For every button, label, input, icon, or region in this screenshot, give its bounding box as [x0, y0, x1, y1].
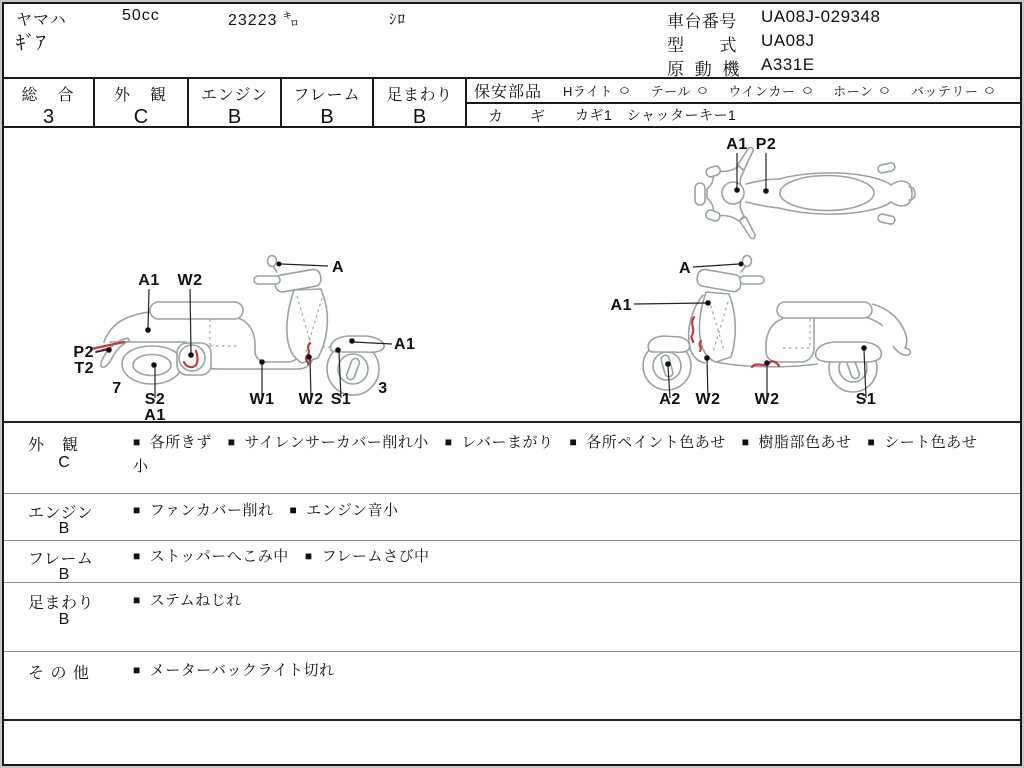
status-circle-icon: ○ — [618, 81, 631, 99]
section-grade: C — [58, 454, 70, 471]
safety-parts-items — [542, 81, 995, 101]
key-value: カギ1 シャッターキー1 — [575, 107, 737, 123]
section-label: エンジン — [28, 505, 94, 522]
grade-row — [4, 77, 1020, 128]
grade-cell-exterior — [95, 79, 189, 126]
section-frame — [4, 540, 1020, 582]
vehicle-damage-diagram — [4, 126, 1020, 421]
grade-label: 総 合 — [21, 87, 76, 104]
safety-item — [728, 81, 812, 100]
grade-cell-frame — [282, 79, 374, 126]
displacement: 50cc — [122, 7, 160, 24]
diagram-label: W2 — [177, 272, 203, 289]
safety-item-label: Hライト — [563, 83, 614, 99]
diagram-label: W2 — [298, 391, 324, 408]
safety-item — [563, 81, 630, 100]
safety-item-label: ホーン — [833, 83, 874, 99]
safety-item-label: バッテリー — [910, 83, 979, 99]
section-label: そ の 他 — [28, 665, 90, 682]
model-name: ｷﾞｱ — [16, 33, 47, 54]
diagram-label: S2 — [144, 391, 166, 408]
defect-item: ■ 各所ペイント色あせ — [569, 434, 726, 451]
defect-item: ■ 各所きず — [133, 434, 212, 451]
grade-value: 3 — [42, 106, 55, 128]
bullet-square-icon: ■ — [741, 435, 750, 449]
safety-parts-label: 保安部品 — [474, 84, 543, 101]
grade-value: B — [320, 106, 334, 128]
section-grade: B — [58, 566, 70, 583]
key-label: カ ギ — [488, 107, 552, 125]
grade-label: フレーム — [293, 87, 361, 104]
grade-cell-undercarriage — [374, 79, 467, 126]
section-engine — [4, 493, 1020, 540]
body-color: ｼﾛ — [389, 11, 407, 28]
defect-item: ■ メーターバックライト切れ — [133, 662, 335, 679]
damage-mark — [700, 341, 701, 351]
bullet-square-icon: ■ — [133, 503, 141, 517]
mileage — [228, 7, 300, 30]
scooter-left-view — [73, 256, 415, 422]
defect-item: ■ サイレンサーカバー削れ小 — [227, 434, 429, 451]
grade-cell-engine — [189, 79, 282, 126]
diagram-label: A1 — [726, 136, 748, 153]
section-undercarriage — [4, 582, 1020, 651]
grade-label: 足まわり — [386, 87, 453, 104]
type-value: UA08J — [761, 31, 815, 50]
safety-parts-row — [467, 79, 1020, 102]
status-circle-icon: ○ — [801, 81, 814, 99]
diagram-label: W1 — [249, 391, 275, 408]
section-grade: B — [58, 520, 70, 537]
diagram-label: P2 — [73, 344, 94, 361]
defect-list — [133, 659, 1007, 683]
engine-code-value: A331E — [761, 55, 815, 74]
empty-footer-row — [4, 719, 1020, 760]
scooter-top-view — [695, 136, 915, 238]
bullet-square-icon: ■ — [289, 503, 298, 517]
defect-item: ■ ファンカバー削れ — [133, 502, 274, 519]
grade-value: B — [412, 106, 427, 128]
bullet-square-icon: ■ — [444, 435, 453, 449]
diagram-label: A — [332, 259, 345, 276]
mileage-unit: ㌔ — [282, 12, 300, 29]
diagram-label: A — [678, 260, 691, 277]
diagram-label: T2 — [74, 360, 94, 377]
safety-item-label: ウインカー — [728, 83, 796, 99]
chassis-value: UA08J-029348 — [761, 7, 881, 26]
defect-item: ■ フレームさび中 — [304, 548, 430, 565]
section-label: 足まわり — [28, 595, 95, 612]
diagram-label: 7 — [112, 380, 122, 397]
defect-list — [133, 589, 1007, 613]
section-label: フレーム — [28, 551, 94, 568]
scooter-right-view — [611, 256, 911, 409]
defect-item: ■ エンジン音小 — [289, 502, 399, 519]
bullet-square-icon: ■ — [133, 663, 141, 677]
bullet-square-icon: ■ — [227, 435, 236, 449]
section-exterior — [4, 421, 1020, 493]
bullet-square-icon: ■ — [133, 549, 141, 563]
bullet-square-icon: ■ — [867, 435, 876, 449]
defect-item: ■ レバーまがり — [444, 434, 554, 451]
diagram-label: A1 — [394, 336, 416, 353]
safety-item — [911, 81, 995, 100]
safety-item-label: テール — [650, 83, 691, 99]
key-row — [467, 102, 1020, 126]
safety-item — [833, 81, 890, 100]
diagram-label: S1 — [855, 391, 877, 408]
grade-value: C — [133, 106, 149, 128]
defect-list — [133, 499, 1007, 523]
maker-name: ヤマハ — [16, 12, 67, 29]
diagram-label: A1 — [138, 272, 160, 289]
defect-item: ■ 樹脂部色あせ — [741, 434, 852, 451]
section-other — [4, 651, 1020, 719]
grade-value: B — [227, 106, 242, 128]
status-circle-icon: ○ — [879, 81, 892, 99]
damage-mark — [691, 317, 694, 342]
grade-label: エンジン — [200, 87, 269, 104]
bullet-square-icon: ■ — [569, 435, 578, 449]
diagram-label: A1 — [610, 297, 632, 314]
defect-list — [133, 545, 1007, 569]
safety-item — [651, 81, 708, 100]
chassis-label: 車台番号 — [667, 12, 737, 31]
diagram-label: S1 — [330, 391, 352, 408]
engine-code-label: 原 動 機 — [667, 60, 743, 79]
status-circle-icon: ○ — [696, 81, 709, 99]
bullet-square-icon: ■ — [133, 435, 141, 449]
safety-parts-cell — [467, 79, 1020, 126]
grade-label: 外 観 — [113, 87, 168, 104]
diagram-label: A1 — [144, 407, 166, 421]
diagram-label: A2 — [659, 391, 681, 408]
defect-item: ■ ストッパーへこみ中 — [133, 548, 289, 565]
defect-item: ■ ステムねじれ — [133, 592, 242, 609]
defect-list — [133, 431, 1007, 478]
status-circle-icon: ○ — [984, 81, 997, 99]
defect-item: ■ シート色あせ小 — [133, 434, 978, 475]
section-grade: B — [58, 611, 70, 628]
inspection-sheet — [2, 2, 1022, 766]
grade-cell-overall — [4, 79, 95, 126]
bullet-square-icon: ■ — [304, 549, 313, 563]
section-label: 外 観 — [28, 437, 80, 454]
bullet-square-icon: ■ — [133, 593, 141, 607]
diagram-label: 3 — [378, 380, 388, 397]
diagram-label: P2 — [755, 136, 777, 153]
diagram-label: W2 — [754, 391, 780, 408]
mileage-value: 23223 — [228, 12, 278, 29]
diagram-label: W2 — [695, 391, 721, 408]
type-label: 型 式 — [667, 36, 737, 55]
